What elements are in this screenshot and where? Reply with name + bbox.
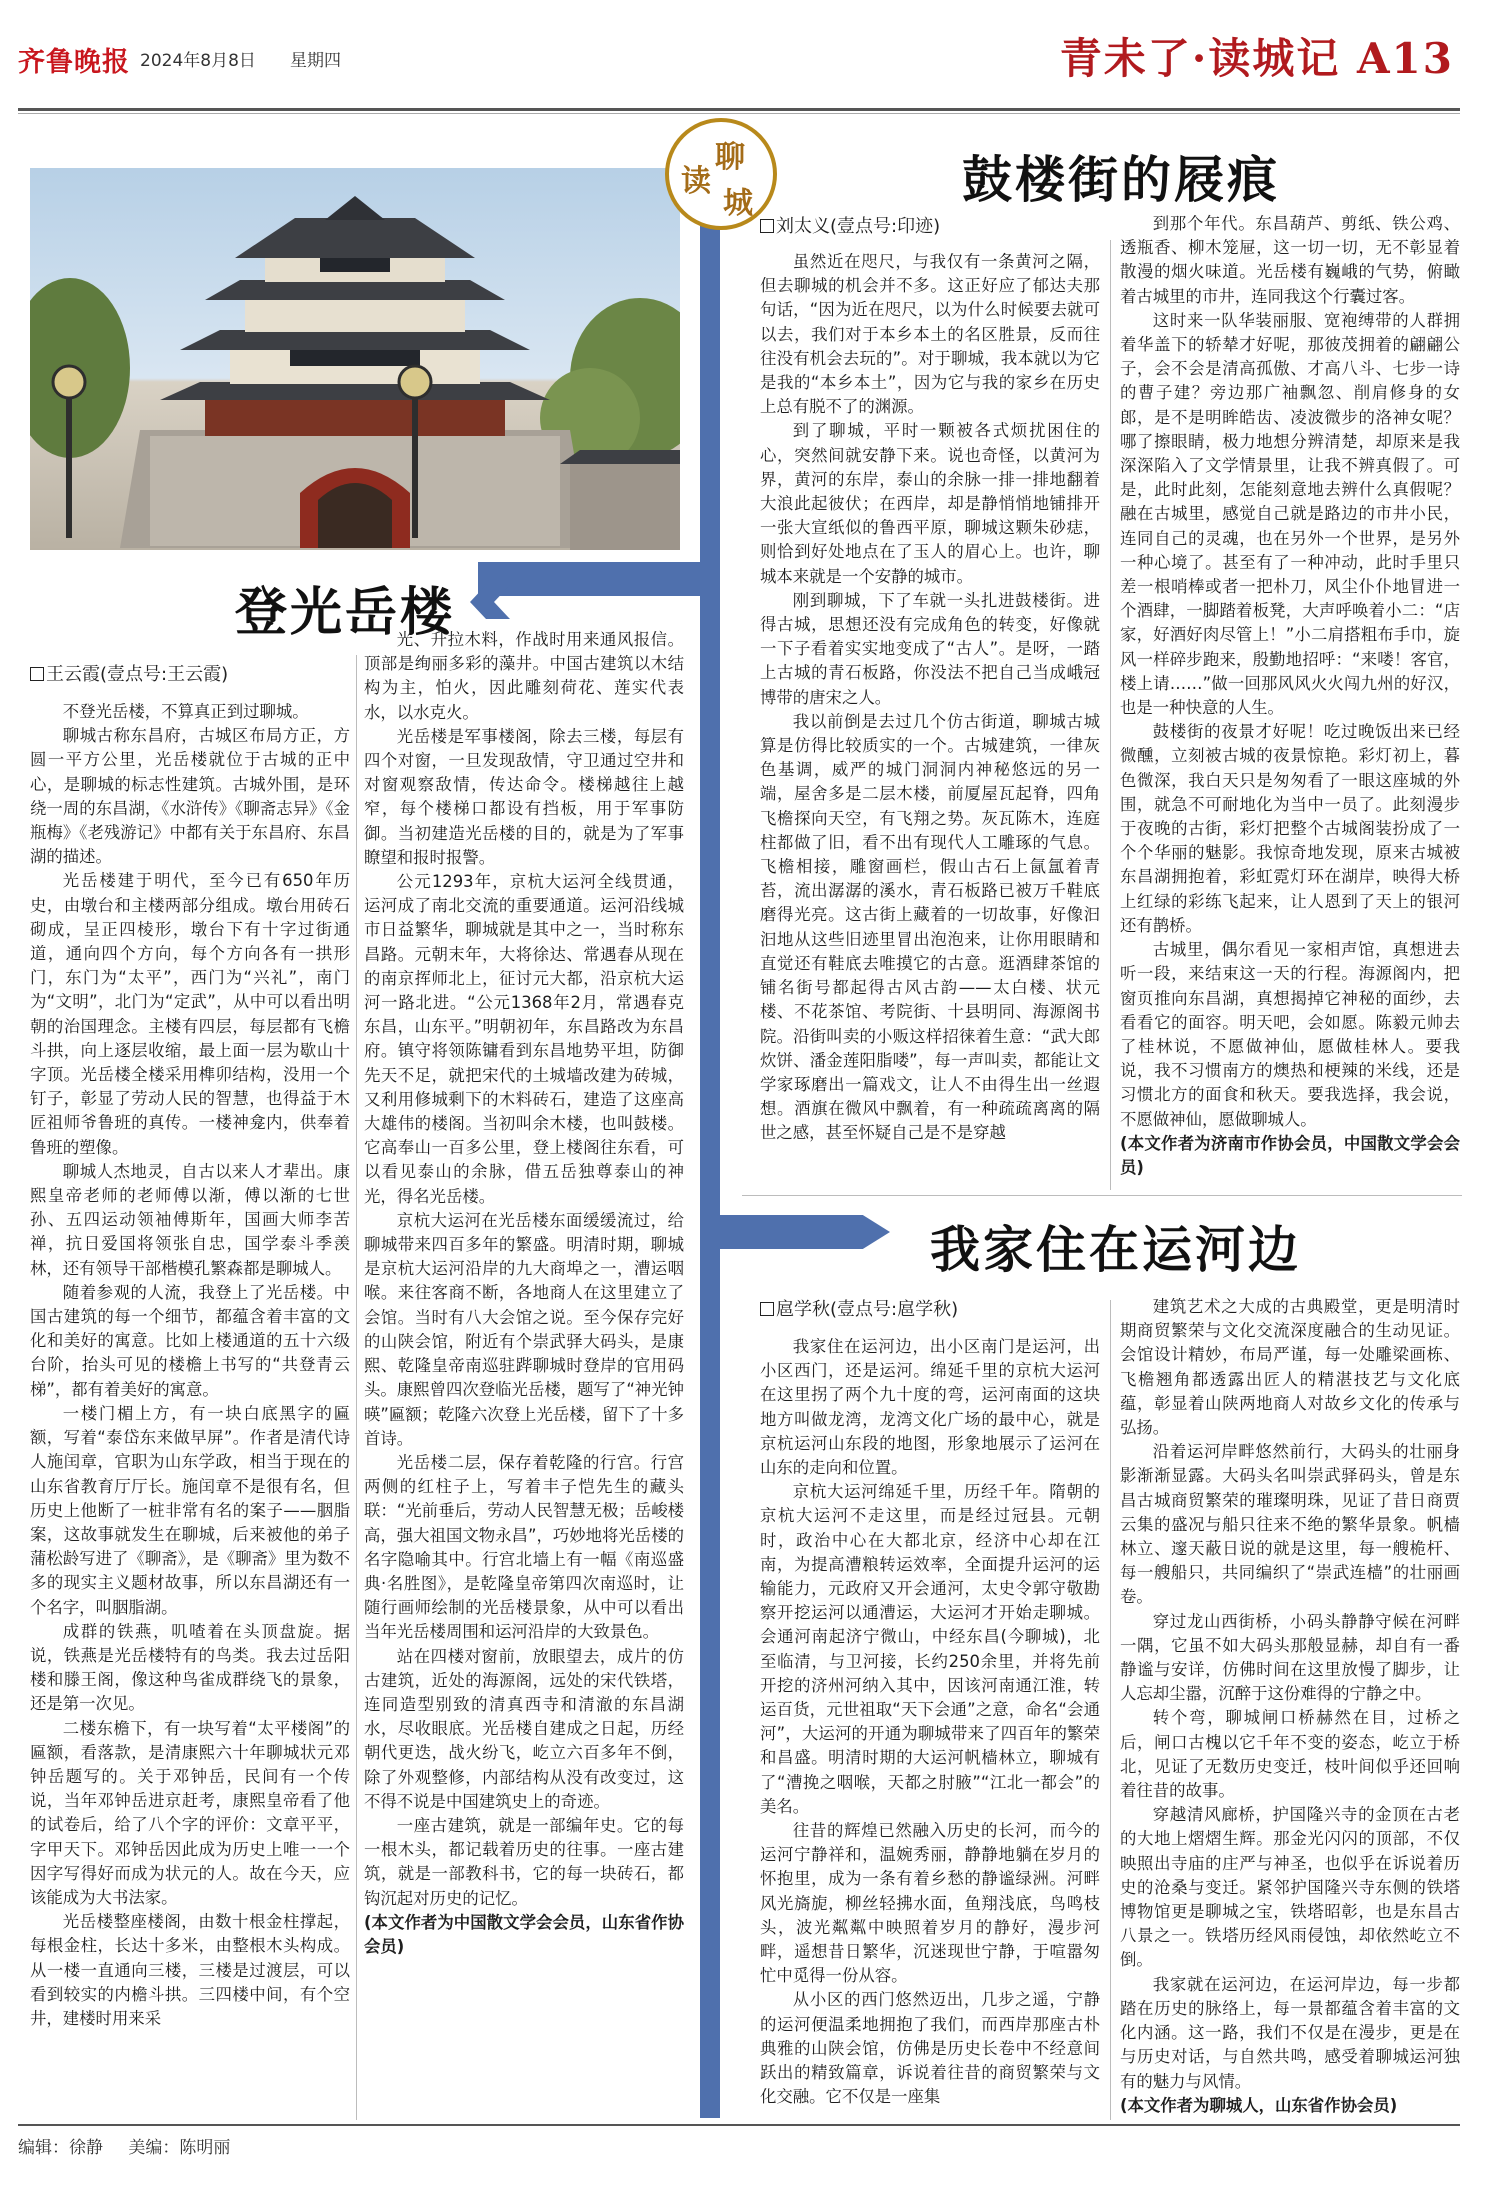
badge-char-du: 读: [681, 164, 711, 199]
paragraph: 穿越清风廊桥，护国隆兴寺的金顶在古老的大地上熠熠生辉。那金光闪闪的顶部，不仅映照出寺庙的庄严与神圣，也似乎在诉说着历史的沧桑与变迁。紧邻护国隆兴寺东侧的铁塔博物馆更是聊城之宝，铁塔昭彰，也是东昌古八景之一。铁塔历经风雨侵蚀，却依然屹立不倒。: [1120, 1805, 1460, 1970]
footer-editor: 编辑：徐静: [18, 2138, 103, 2158]
article-3-title: 我家住在运河边: [930, 1220, 1301, 1279]
newspaper-logo: 齐鲁晚报: [18, 47, 130, 78]
article-1-title: 登光岳楼: [235, 582, 456, 643]
blue-band-arrow-2: [478, 562, 700, 596]
paragraph: 公元1293年，京杭大运河全线贯通，运河成了南北交流的重要通道。运河沿线城市日益繁华，聊城就是其中之一，当时称东昌路。元朝末年，大将徐达、常遇春从现在的南京挥师北上，征讨元大都，沿京杭大运河一路北进。“公元1368年2月，常遇春克东昌，山东平。”明朝初年，东昌路改为东昌府。镇守将领陈镛看到东昌地势平坦，防御先天不足，就把宋代的土城墙改建为砖城，又利用修城剩下的木料砖石，建造了这座高大雄伟的楼阁。当初叫余木楼，也叫鼓楼。它高奉山一百多公里，登上楼阁往东看，可以看见泰山的余脉，借五岳独尊泰山的神光，得名光岳楼。: [364, 872, 684, 1206]
paragraph: 不登光岳楼，不算真正到过聊城。: [62, 702, 309, 721]
tower-illustration: [30, 168, 680, 550]
article-1-author: 王云霞(壹点号:王云霞): [46, 664, 229, 685]
article-3-byline: [760, 1295, 958, 1321]
article-3-author-note: (本文作者为聊城人，山东省作协会员): [1120, 2095, 1398, 2115]
header-rule: [18, 108, 1460, 111]
header-rule-thin: [18, 113, 1460, 114]
article-2-byline: [760, 212, 940, 238]
paragraph: 往昔的辉煌已然融入历史的长河，而今的运河宁静祥和，温婉秀丽，静静地躺在岁月的怀抱里，成为一条有着乡愁的静谧绿洲。河畔风光旖旎，柳丝轻拂水面，鱼翔浅底，鸟鸣枝头，波光粼粼中映照着岁月的静好，漫步河畔，遥想昔日繁华，沉迷现世宁静，于喧嚣匆忙中觅得一份从容。: [760, 1821, 1100, 1986]
paragraph: 随着参观的人流，我登上了光岳楼。中国古建筑的每一个细节，都蕴含着丰富的文化和美好的寓意。比如上楼通道的五十六级台阶，抬头可见的楼檐上书写的“共登青云梯”，都有着美好的寓意。: [30, 1282, 350, 1399]
article-2-col2-paragraphs: [1120, 212, 1460, 1132]
paragraph: 光岳楼是军事楼阁，除去三楼，每层有四个对窗，一旦发现敌情，守卫通过空井和对窗观察敌情，传达命令。楼梯越往上越窄，每个楼梯口都设有挡板，用于军事防御。当初建造光岳楼的目的，就是为了军事瞭望和报时报警。: [364, 726, 684, 867]
paragraph: 转个弯，聊城闸口桥赫然在目，过桥之后，闸口古槐以它千年不变的姿态，屹立于桥北，见证了无数历史变迁，枝叶间似乎还回响着往昔的故事。: [1120, 1708, 1460, 1801]
article-1-col2-paragraphs: [364, 628, 684, 1911]
article-2-column-1: [760, 250, 1100, 1170]
footer-credits: [18, 2133, 230, 2158]
paragraph: 古城里，偶尔看见一家相声馆，真想进去听一段，来结束这一天的行程。海源阁内，把窗页推向东昌湖，真想揭掉它神秘的面纱，去看看它的面容。明天吧，会如愿。陈毅元帅去了桂林说，不愿做神仙，愿做桂林人。要我说，我不习惯南方的燠热和梗辣的米线，还是习惯北方的面食和秋天。要我选择，我会说，不愿做神仙，愿做聊城人。: [1120, 940, 1460, 1129]
paragraph: 我家住在运河边，出小区南门是运河，出小区西门，还是运河。绵延千里的京杭大运河在这里拐了两个九十度的弯，运河南面的这块地方叫做龙湾，龙湾文化广场的最中心，就是京杭运河山东段的地图，形象地展示了运河在山东的走向和位置。: [760, 1337, 1100, 1478]
column-rule: [1110, 1300, 1111, 2120]
section-title: 青未了·读城记 A13: [1059, 34, 1454, 83]
byline-box-icon: [760, 1302, 774, 1316]
footer-designer: 美编：陈明丽: [128, 2138, 231, 2158]
tower-photo: [30, 168, 680, 550]
article-2-col1-paragraphs: [760, 250, 1100, 1146]
footer-rule: [18, 2124, 1460, 2126]
paragraph: 成群的铁燕，叽喳着在头顶盘旋。据说，铁燕是光岳楼特有的鸟类。我去过岳阳楼和滕王阁，像这种鸟雀成群绕飞的景象，还是第一次见。: [30, 1621, 350, 1714]
article-1-column-2: [364, 628, 684, 2120]
paragraph: 我家就在运河边，在运河岸边，每一步都踏在历史的脉络上，每一景都蕴含着丰富的文化内涵。这一路，我们不仅是在漫步，更是在与历史对话，与自然共鸣，感受着聊城运河独有的魅力与风情。: [1120, 1974, 1460, 2091]
paragraph: 一座古建筑，就是一部编年史。它的每一根木头，都记载着历史的往事。一座古建筑，就是一部教科书，它的每一块砖石，都钩沉起对历史的记忆。: [364, 1815, 684, 1908]
paragraph: 从小区的西门悠然迈出，几步之遥，宁静的运河便温柔地拥抱了我们，而西岸那座古朴典雅的山陕会馆，仿佛是历史长卷中不经意间跃出的精致篇章，诉说着往昔的商贸繁荣与文化交融。它不仅是一座集: [760, 1990, 1100, 2107]
paragraph: 光岳楼整座楼阁，由数十根金柱撑起，每根金柱，长达十多米，由整根木头构成。从一楼一直通向三楼，三楼是过渡层，可以看到较实的内檐斗拱。三四楼中间，有个空井，建楼时用来采: [30, 1912, 350, 2028]
badge-char-liao: 聊: [715, 140, 745, 175]
byline-box-icon: [30, 667, 44, 681]
byline-box-icon: [760, 219, 774, 233]
article-1-author-note: (本文作者为中国散文学会会员，山东省作协会员): [364, 1912, 684, 1956]
column-rule: [356, 655, 357, 2120]
paragraph: 到那个年代。东昌葫芦、剪纸、铁公鸡、透瓶香、柳木笼屉，这一切一切，无不彰显着散漫的烟火味道。光岳楼有巍峨的气势，俯瞰着古城里的市井，连同我这个行囊过客。: [1120, 214, 1460, 306]
column-rule: [1110, 240, 1111, 1190]
blue-band-arrow-3: [720, 1215, 890, 1249]
paragraph: 一楼门楣上方，有一块白底黑字的匾额，写着“泰岱东来做早屏”。作者是清代诗人施闰章，官职为山东学政，相当于现在的山东省教育厅厅长。施闰章不是很有名，但历史上他断了一桩非常有名的案子——胭脂案，这故事就发生在聊城，后来被他的弟子蒲松龄写进了《聊斋》，是《聊斋》里为数不多的现实主义题材故事，所以东昌湖还有一个名字，叫胭脂湖。: [30, 1403, 350, 1617]
paragraph: 虽然近在咫尺，与我仅有一条黄河之隔，但去聊城的机会并不多。这正好应了郁达夫那句话，“因为近在咫尺，以为什么时候要去就可以去，我们对于本乡本土的名区胜景，反而往往没有机会去玩的”。对于聊城，我本就以为它是我的“本乡本土”，因为它与我的家乡在历史上总有脱不了的渊源。: [760, 252, 1100, 417]
blue-band-vertical: [700, 158, 720, 2118]
paragraph: 京杭大运河在光岳楼东面缓缓流过，给聊城带来四百多年的繁盛。明清时期，聊城是京杭大运河沿岸的九大商埠之一，漕运咽喉。来往客商不断，各地商人在这里建立了会馆。当时有八大会馆之说。至今保存完好的山陕会馆，附近有个崇武驿大码头，是康熙、乾隆皇帝南巡驻跸聊城时登岸的官用码头。康熙曾四次登临光岳楼，题写了“神光钟暎”匾额；乾隆六次登上光岳楼，留下了十多首诗。: [364, 1210, 684, 1448]
article-1-column-1: [30, 700, 350, 2120]
paragraph: 站在四楼对窗前，放眼望去，成片的仿古建筑，近处的海源阁，远处的宋代铁塔，连同造型别致的清真西寺和清澈的东昌湖水，尽收眼底。光岳楼自建成之日起，历经朝代更迭，战火纷飞，屹立六百多年不倒，除了外观整修，内部结构从没有改变过，这不得不说是中国建筑史上的奇迹。: [364, 1646, 684, 1811]
article-3-column-2: [1120, 1295, 1460, 2120]
paragraph: 沿着运河岸畔悠然前行，大码头的壮丽身影渐渐显露。大码头名叫崇武驿码头，曾是东昌古城商贸繁荣的璀璨明珠，见证了昔日商贾云集的盛况与船只往来不绝的繁华景象。帆樯林立、邃天蔽日说的就是这里，每一艘桅杆、每一艘船只，共同编织了“崇武连樯”的壮丽画卷。: [1120, 1442, 1460, 1607]
badge-char-cheng: 城: [723, 186, 753, 221]
article-2-author: 刘太义(壹点号:印迹): [776, 216, 941, 237]
paragraph: 聊城古称东昌府，古城区布局方正，方圆一平方公里，光岳楼就位于古城的正中心，是聊城的标志性建筑。古城外围，是环绕一周的东昌湖，《水浒传》《聊斋志异》《金瓶梅》《老残游记》中都有关于东昌府、东昌湖的描述。: [30, 726, 350, 867]
paragraph: 光岳楼建于明代，至今已有650年历史，由墩台和主楼两部分组成。墩台用砖石砌成，呈正四棱形，墩台下有十字过街通道，通向四个方向，每个方向各有一拱形门，东门为“太平”，西门为“兴礼”，南门为“文明”，北门为“定武”，从中可以看出明朝的治国理念。主楼有四层，每层都有飞檐斗拱，向上逐层收缩，最上面一层为歇山十字顶。光岳楼全楼采用榫卯结构，没用一个钉子，彰显了劳动人民的智慧，也得益于木匠祖师爷鲁班的真传。一楼神龛内，供奉着鲁班的塑像。: [30, 871, 350, 1157]
article-2-column-2: [1120, 212, 1460, 1187]
article-1-col1-paragraphs: [30, 700, 350, 2031]
paragraph: 刚到聊城，下了车就一头扎进鼓楼街。进得古城，思想还没有完成角色的转变，好像就一下子看着实实地变成了“古人”。是呀，一踏上古城的青石板路，你没法不把自己当成峨冠博带的唐宋之人。: [760, 590, 1100, 707]
article-3-col1-paragraphs: [760, 1335, 1100, 2110]
paragraph: 建筑艺术之大成的古典殿堂，更是明清时期商贸繁荣与文化交流深度融合的生动见证。会馆设计精妙，布局严谨，每一处雕梁画栋、飞檐翘角都透露出匠人的精湛技艺与文化底蕴，彰显着山陕两地商人对故乡文化的传承与弘扬。: [1120, 1297, 1460, 1438]
section-rule: [742, 1195, 1462, 1196]
issue-date: 2024年8月8日: [140, 51, 256, 71]
issue-weekday: 星期四: [290, 51, 341, 71]
blue-band-chevron-left: [470, 585, 510, 619]
article-1-byline: [30, 660, 228, 686]
article-2-author-note: (本文作者为济南市作协会员，中国散文学会会员): [1120, 1133, 1460, 1177]
paragraph: 聊城人杰地灵，自古以来人才辈出。康熙皇帝老师的老师傅以渐，傅以渐的七世孙、五四运动领袖傅斯年，国画大师李苦禅，抗日爱国将领张自忠，国学泰斗季羡林，还有领导干部楷模孔繁森都是聊城人。: [30, 1161, 350, 1278]
article-2-title: 鼓楼街的屐痕: [962, 150, 1280, 209]
paragraph: 光岳楼二层，保存着乾隆的行宫。行宫两侧的红柱子上，写着丰子恺先生的藏头联：“光前垂后，劳动人民智慧无极；岳峻楼高，强大祖国文物永昌”，巧妙地将光岳楼的名字隐喻其中。行宫北墙上有一幅《南巡盛典·名胜图》，是乾隆皇帝第四次南巡时，让随行画师绘制的光岳楼景象，从中可以看出当年光岳楼周围和运河沿岸的大致景色。: [364, 1452, 684, 1642]
paragraph: 光、升拉木料，作战时用来通风报信。顶部是绚丽多彩的藻井。中国古建筑以木结构为主，怕火，因此雕刻荷花、莲实代表水，以水克火。: [364, 630, 684, 722]
paragraph: 到了聊城，平时一颗被各式烦扰困住的心，突然间就安静下来。说也奇怪，以黄河为界，黄河的东岸，泰山的余脉一排一排地翻着大浪此起彼伏；在西岸，却是静悄悄地铺排开一张大宣纸似的鲁西平原，聊城这颗朱砂痣，则恰到好处地点在了玉人的眉心上。也许，聊城本来就是一个安静的城市。: [760, 421, 1100, 586]
paragraph: 二楼东檐下，有一块写着“太平楼阁”的匾额，看落款，是清康熙六十年聊城状元邓钟岳题写的。关于邓钟岳，民间有一个传说，当年邓钟岳进京赶考，康熙皇帝看了他的试卷后，给了八个字的评价：文章平平，字甲天下。邓钟岳因此成为历史上唯一一个因字写得好而成为状元的人。故在今天，应该能成为大书法家。: [30, 1718, 350, 1907]
article-3-col2-paragraphs: [1120, 1295, 1460, 2094]
article-3-author: 扈学秋(壹点号:扈学秋): [776, 1299, 959, 1320]
paragraph: 我以前倒是去过几个仿古街道，聊城古城算是仿得比较质实的一个。古城建筑，一律灰色基调，威严的城门洞洞内神秘悠远的另一端，屋舍多是二层木楼，前厦屋瓦起脊，四角飞檐探向天空，有飞翔之势。灰瓦陈木，连庭柱都做了旧，看不出有现代人工雕琢的气息。飞檐相接，雕窗画栏，假山古石上氤氲着青苔，流出潺潺的溪水，青石板路已被万千鞋底磨得光亮。这古街上藏着的一切故事，好像汩汩地从这些旧迹里冒出泡泡来，让你用眼睛和直觉还有鞋底去唯摸它的古意。逛酒肆茶馆的铺名街号都起得古风古韵——太白楼、状元楼、不花茶馆、考院街、十县明同、海源阁书院。沿街叫卖的小贩这样招徕着生意：“武大郎炊饼、潘金莲阳脂喽”，每一声叫卖，都能让文学家琢磨出一篇戏文，让人不由得生出一丝遐想。酒旗在微风中飘着，有一种疏疏离离的隔世之感，甚至怀疑自己是不是穿越: [760, 711, 1100, 1143]
paragraph: 京杭大运河绵延千里，历经千年。隋朝的京杭大运河不走这里，而是经过冠县。元朝时，政治中心在大都北京，经济中心却在江南，为提高漕粮转运效率，全面提升运河的运输能力，元政府又开会通河，太史令郭守敬勘察开挖运河以通漕运，大运河才开始走聊城。会通河南起济宁微山，中经东昌(今聊城)，北至临清，与卫河接，长约250余里，并将先前开挖的济州河纳入其中，因该河南通江淮，转运百货，元世祖取“天下会通”之意，命名“会通河”，大运河的开通为聊城带来了四百年的繁荣和昌盛。明清时期的大运河帆樯林立，聊城有了“漕挽之咽喉，天都之肘腋”“江北一都会”的美名。: [760, 1482, 1100, 1816]
paragraph: 鼓楼街的夜景才好呢！吃过晚饭出来已经微醺，立刻被古城的夜景惊艳。彩灯初上，暮色微深，我白天只是匆匆看了一眼这座城的外围，就急不可耐地化为当中一员了。此刻漫步于夜晚的古街，彩灯把整个古城阁装扮成了一个个华丽的魅影。我惊奇地发现，原来古城被东昌湖拥抱着，彩虹霓灯环在湖岸，映得大桥上红绿的彩练飞起来，让人恩到了天上的银河还有鹊桥。: [1120, 722, 1460, 935]
paragraph: 穿过龙山西街桥，小码头静静守候在河畔一隅，它虽不如大码头那般显赫，却自有一番静谧与安详，仿佛时间在这里放慢了脚步，让人忘却尘嚣，沉醉于这份难得的宁静之中。: [1120, 1611, 1460, 1704]
paragraph: 这时来一队华装丽服、宽袍缚带的人群拥着华盖下的轿辇才好呢，那彼茂拥着的翩翩公子，会不会是清高孤傲、才高八斗、七步一诗的曹子建？旁边那广袖飘忽、削肩修身的女郎，是不是明眸皓齿、凌波微步的洛神女呢？哪了擦眼睛，极力地想分辨清楚，却原来是我深深陷入了文学情景里，让我不辨真假了。可是，此时此刻，怎能刻意地去辨什么真假呢？融在古城里，感觉自己就是路边的市井小民，连同自己的灵魂，也在另外一个世界，是另外一种心境了。甚至有了一种冲动，此时手里只差一根哨棒或者一把朴刀，风尘仆仆地冒进一个酒肆，一脚踏着板凳，大声呼唤着小二：“店家，好酒好肉尽管上！”小二肩搭粗布手巾，旋风一样碎步跑来，殷勤地招呼：“来喽！客官，楼上请……”做一回那风风火火闯九州的好汉，也是一种快意的人生。: [1120, 310, 1460, 718]
article-3-column-1: [760, 1335, 1100, 2120]
